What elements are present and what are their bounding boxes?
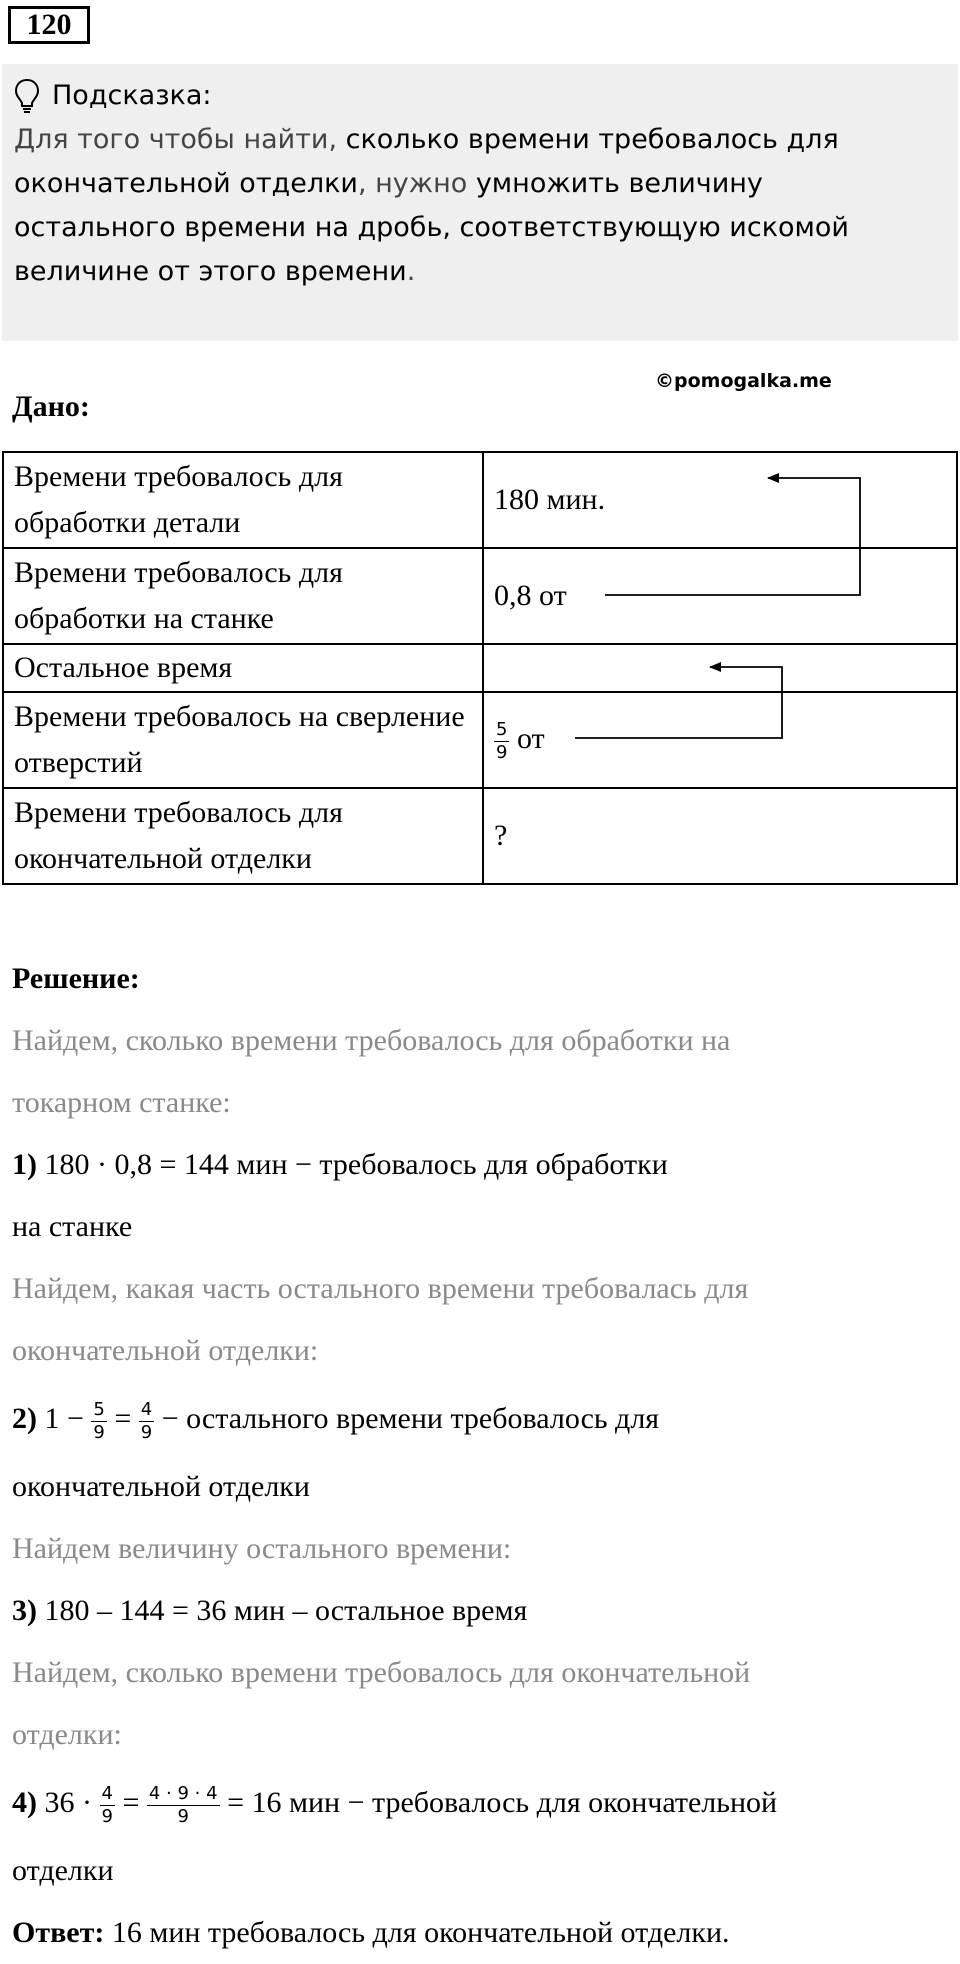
step-3-equation: 3) 180 – 144 = 36 мин – остальное время (12, 1594, 528, 1627)
step-2-text: Найдем, какая часть остального времени требовалась для (12, 1272, 749, 1305)
step-1-equation-2: на станке (12, 1210, 133, 1243)
fraction: $\frac{4 \cdot 9 \cdot 4}{9}$ (148, 1782, 218, 1827)
solution-label: Решение: (12, 962, 140, 995)
step-1-text-2: токарном станке: (12, 1086, 231, 1119)
step-2-equation: 2) 1 − $\frac{5}{9}$ = $\frac{4}{9}$ − остального времени требовалось для (12, 1398, 660, 1443)
step-1-equation: 1) 180 · 0,8 = 144 мин − требовалось для обработки (12, 1148, 668, 1181)
step-3-text: Найдем величину остального времени: (12, 1532, 512, 1565)
solution (12, 948, 942, 1964)
table-cell-value: 0,8 от (483, 548, 957, 644)
step-4-text-2: отделки: (12, 1718, 122, 1751)
fraction: $\frac{4}{9}$ (140, 1398, 153, 1443)
table-cell-label: Времени требовалось для обработки на станке (3, 548, 483, 644)
step-2-text-2: окончательной отделки: (12, 1334, 319, 1367)
step-2-equation-2: окончательной отделки (12, 1470, 310, 1503)
table-cell-value-text: от (509, 722, 545, 756)
step-4-equation-2: отделки (12, 1854, 114, 1887)
step-4-equation: 4) 36 · $\frac{4}{9}$ = $\frac{4 \cdot 9 \cdot 4}{9}$ = 16 мин − требовалось для окончательной (12, 1782, 778, 1827)
fraction: $\frac{5}{9}$ (93, 1398, 105, 1443)
table-cell-label: Остальное время (3, 644, 483, 692)
table-cell-value: ? (483, 788, 957, 884)
arrow-0-8-to-180 (605, 478, 860, 595)
table-cell-label: Времени требовалось на сверление отверстий (3, 692, 483, 788)
hint-part-3: , нужно (357, 168, 476, 199)
given-label: Дано: (12, 390, 90, 423)
watermark: ©pomogalka.me (655, 370, 832, 392)
answer: Ответ: 16 мин требовалось для окончательной отделки. (12, 1916, 730, 1949)
hint-part-4: умножить величину остального времени на дробь, соответствующую искомой величине от этого времени (14, 168, 849, 287)
table-cell-value: 180 мин. (483, 452, 957, 548)
hint-part-1: Для того чтобы найти, (14, 124, 346, 155)
arrow-5-9-to-rest (575, 667, 782, 738)
hint-part-2: сколько времени требовалось для окончательной отделки (14, 124, 839, 199)
relation-arrows (0, 0, 960, 900)
table-cell-label: Времени требовалось для окончательной отделки (3, 788, 483, 884)
task-number: 120 (8, 6, 90, 44)
step-4-text: Найдем, сколько времени требовалось для окончательной (12, 1656, 751, 1689)
hint-title: Подсказка: (52, 80, 212, 111)
step-1-text: Найдем, сколько времени требовалось для обработки на (12, 1024, 731, 1057)
table-cell-label: Времени требовалось для обработки детали (3, 452, 483, 548)
fraction: $\frac{5}{9}$ (496, 718, 508, 763)
hint-part-5: . (406, 256, 416, 287)
fraction: $\frac{4}{9}$ (101, 1782, 113, 1827)
